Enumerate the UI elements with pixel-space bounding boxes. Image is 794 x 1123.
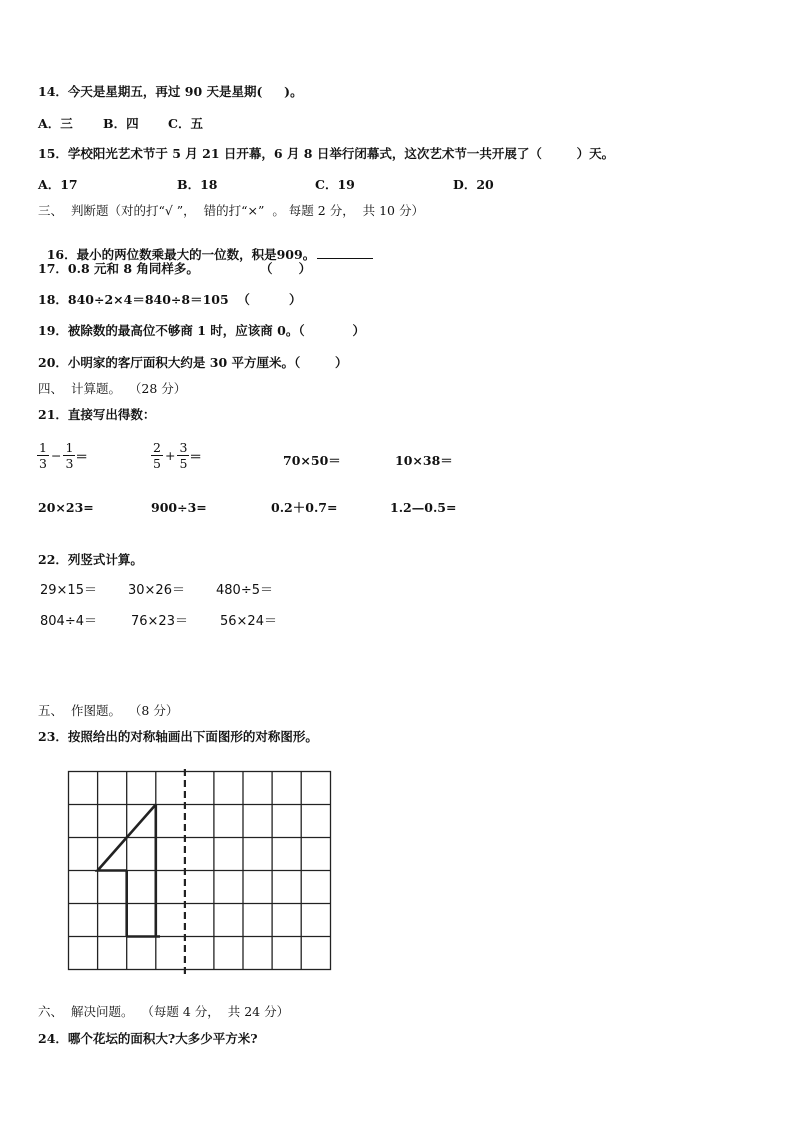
q22-item-1: 29×15＝ <box>40 583 97 598</box>
fraction-b: $\frac{3}{5}$ <box>179 440 188 471</box>
q18-text: 18．840÷2×4＝840÷8＝105 （ ） <box>38 292 302 307</box>
q17-text: 17．0.8 元和 8 角同样多。 <box>38 261 199 276</box>
q23-text: 23．按照给出的对称轴画出下面图形的对称图形。 <box>38 729 318 744</box>
q16-row <box>38 230 373 263</box>
section5-heading: 五、 作图题。 （8 分） <box>38 703 179 718</box>
q21-item-3: 70×50＝ <box>283 453 341 468</box>
q21-item-4: 10×38＝ <box>395 453 453 468</box>
q24-text: 24．哪个花坛的面积大?大多少平方米? <box>38 1031 258 1046</box>
q15-option-d: D．20 <box>453 177 494 192</box>
q21-fraction-addition: 2 5 + $\frac{3}{5}$ ＝ <box>153 440 202 471</box>
q22-item-6: 56×24＝ <box>220 614 277 629</box>
section3-heading: 三、 判断题（对的打“√ ”， 错的打“×” 。 每题 2 分， 共 10 分） <box>38 203 424 218</box>
q21-item-7: 0.2＋0.7= <box>271 500 338 515</box>
q15-option-c: C．19 <box>315 177 355 192</box>
q17-bracket[interactable]: （ ） <box>260 261 312 276</box>
q22-item-4: 804÷4＝ <box>40 614 97 629</box>
q14-text: 14．今天是星期五，再过 90 天是星期( )。 <box>38 84 303 99</box>
q21-item-8: 1.2—0.5= <box>390 500 457 515</box>
symmetry-grid[interactable] <box>64 766 334 980</box>
q14-option-a: A．三 <box>38 116 73 131</box>
q16-text: 16．最小的两位数乘最大的一位数，积是909。 <box>46 247 316 262</box>
q21-item-5: 20×23= <box>38 500 94 515</box>
section4-heading: 四、 计算题。 （28 分） <box>38 381 187 396</box>
q15-text: 15．学校阳光艺术节于 5 月 21 日开幕，6 月 8 日举行闭幕式，这次艺术节一共开展了（ ）天。 <box>38 146 615 161</box>
q22-item-2: 30×26＝ <box>128 583 185 598</box>
q22-item-5: 76×23＝ <box>131 614 188 629</box>
q15-option-a: A．17 <box>38 177 78 192</box>
q21-item-6: 900÷3= <box>151 500 207 515</box>
q19-text: 19．被除数的最高位不够商 1 时，应该商 0。（ ） <box>38 323 365 338</box>
q22-text: 22．列竖式计算。 <box>38 552 143 567</box>
section6-heading: 六、 解决问题。 （每题 4 分， 共 24 分） <box>38 1004 290 1019</box>
q21-text: 21．直接写出得数： <box>38 407 156 422</box>
fraction-a: 1 3 <box>39 440 47 471</box>
fraction-b: $\frac{1}{3}$ <box>65 440 74 471</box>
q22-item-3: 480÷5＝ <box>216 583 273 598</box>
q16-answer-blank[interactable] <box>317 246 373 259</box>
q21-fraction-subtraction: 1 3 − $\frac{1}{3}$ ＝ <box>39 440 88 471</box>
q14-option-c: C．五 <box>168 116 203 131</box>
q20-text: 20．小明家的客厅面积大约是 30 平方厘米。（ ） <box>38 355 348 370</box>
fraction-a: 2 5 <box>153 440 161 471</box>
q15-option-b: B．18 <box>177 177 218 192</box>
q14-option-b: B．四 <box>103 116 139 131</box>
